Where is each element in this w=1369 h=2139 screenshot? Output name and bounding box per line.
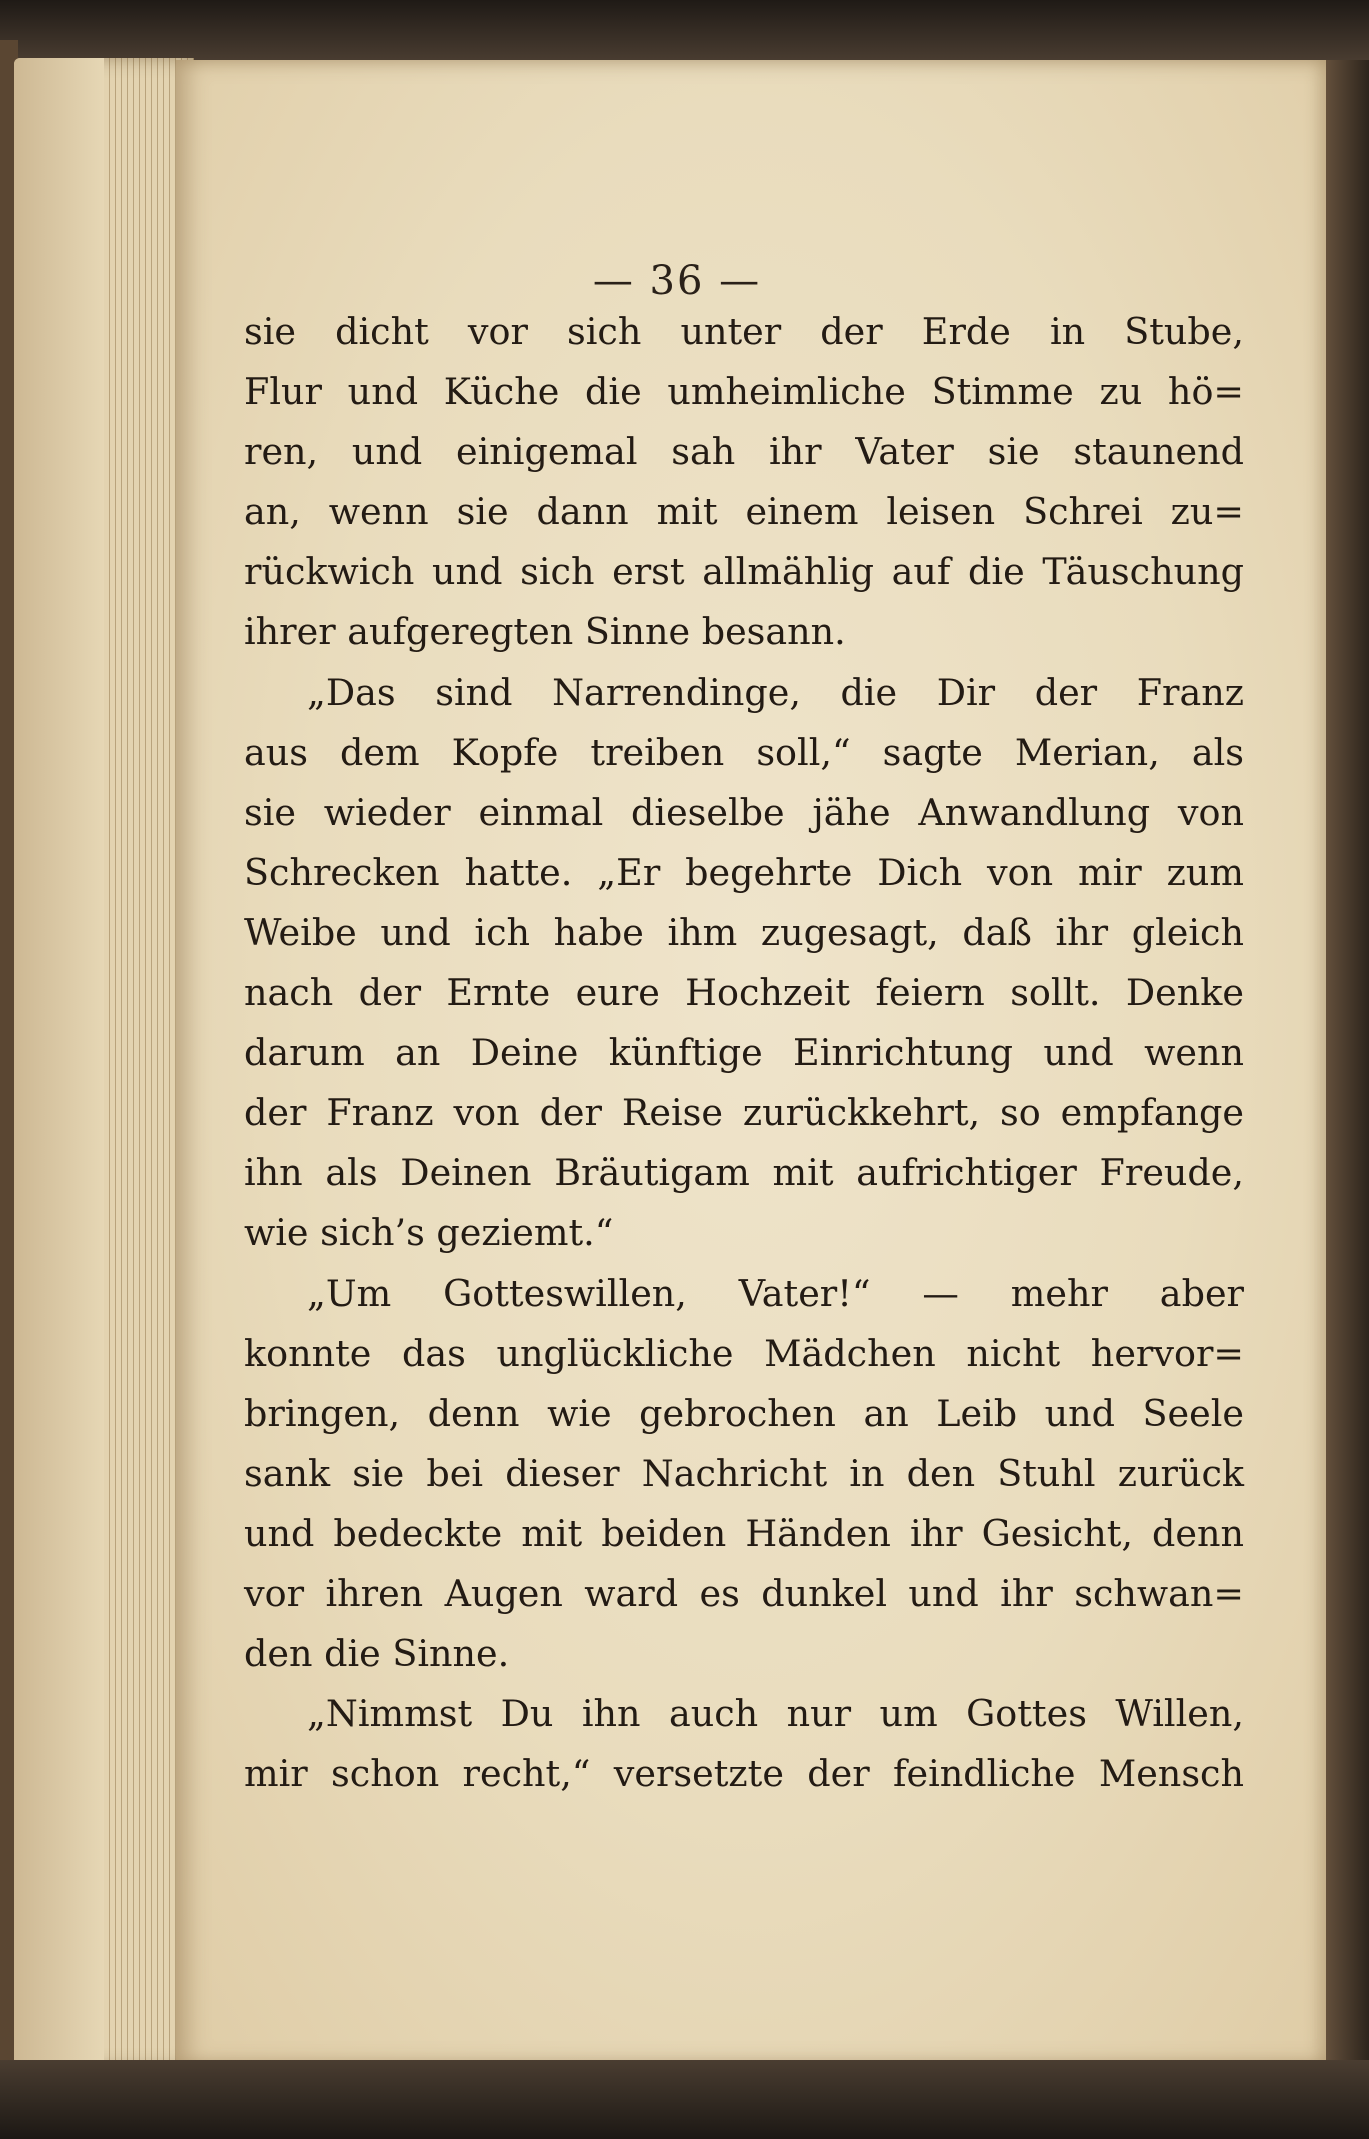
text-line: sie wieder einmal dieselbe jähe Anwandlung von: [244, 790, 1244, 834]
text-line: Flur und Küche die umheimliche Stimme zu hö=: [244, 370, 1244, 414]
text-line: wie sich’s geziemt.“: [244, 1211, 614, 1255]
text-line: konnte das unglückliche Mädchen nicht hervor=: [244, 1331, 1244, 1375]
book-cover-top-edge: [0, 0, 1369, 62]
text-line: vor ihren Augen ward es dunkel und ihr schwan=: [244, 1571, 1244, 1615]
text-line: Schrecken hatte. „Er begehrte Dich von mir zum: [244, 850, 1244, 894]
text-line: mir schon recht,“ versetzte der feindliche Mensch: [244, 1752, 1244, 1796]
text-line: „Das sind Narrendinge, die Dir der Franz: [307, 670, 1244, 714]
text-line: „Um Gotteswillen, Vater!“ — mehr aber: [307, 1271, 1244, 1315]
text-line: ihrer aufgeregten Sinne besann.: [244, 610, 846, 654]
text-line: ihn als Deinen Bräutigam mit aufrichtiger Freude,: [244, 1151, 1244, 1195]
page-number: — 36 —: [592, 258, 762, 304]
text-line: ren, und einigemal sah ihr Vater sie staunend: [244, 430, 1244, 474]
text-line: darum an Deine künftige Einrichtung und wenn: [244, 1031, 1244, 1075]
text-line: aus dem Kopfe treiben soll,“ sagte Merian, als: [244, 730, 1244, 774]
text-line: sie dicht vor sich unter der Erde in Stube,: [244, 310, 1244, 353]
text-line: nach der Ernte eure Hochzeit feiern sollt. Denke: [244, 971, 1244, 1015]
text-line: an, wenn sie dann mit einem leisen Schrei zu=: [244, 490, 1244, 534]
text-line: rückwich und sich erst allmählig auf die Täuschung: [244, 550, 1244, 594]
text-line: den die Sinne.: [244, 1632, 510, 1676]
text-line: Weibe und ich habe ihm zugesagt, daß ihr gleich: [244, 910, 1244, 954]
text-line: und bedeckte mit beiden Händen ihr Gesicht, denn: [244, 1511, 1244, 1555]
text-line: „Nimmst Du ihn auch nur um Gottes Willen,: [307, 1692, 1244, 1736]
text-line: sank sie bei dieser Nachricht in den Stuhl zurück: [244, 1451, 1244, 1495]
stacked-page-edges: [14, 58, 194, 2068]
book-cover-bottom-edge: [0, 2060, 1369, 2139]
book-spine-shadow: [1320, 60, 1369, 2070]
text-line: der Franz von der Reise zurückkehrt, so empfange: [244, 1091, 1244, 1135]
page-text: [244, 302, 1244, 1804]
text-line: bringen, denn wie gebrochen an Leib und Seele: [244, 1391, 1244, 1435]
